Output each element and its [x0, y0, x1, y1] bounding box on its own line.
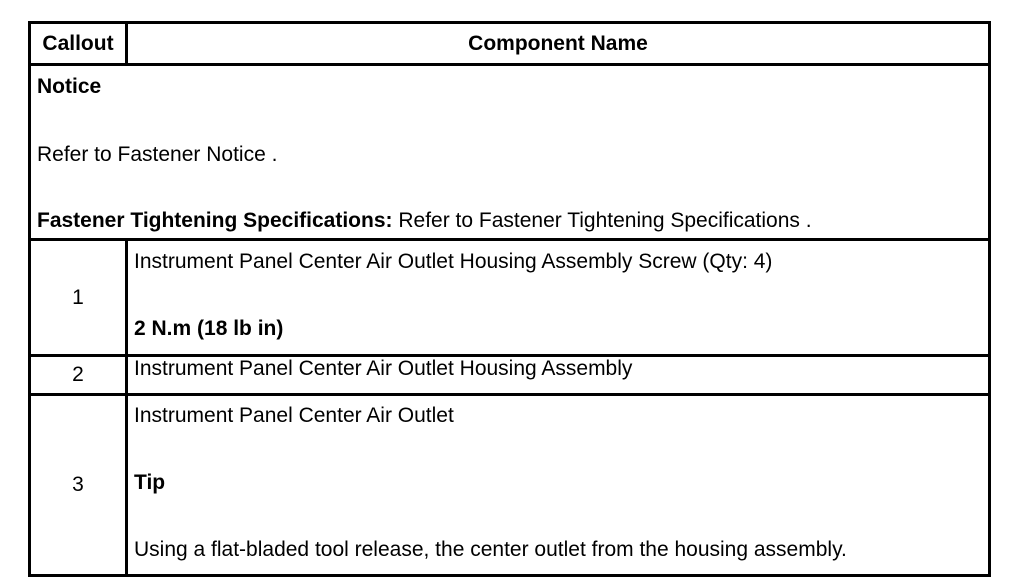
component-name — [127, 240, 990, 356]
header-row — [30, 23, 990, 65]
tip-text: Using a flat-bladed tool release, the center outlet from the housing assembly. — [134, 538, 847, 561]
fastener-spec-label: Fastener Tightening Specifications: — [37, 209, 393, 232]
callout-number: 1 — [30, 240, 127, 356]
table-row — [30, 356, 990, 395]
callout-number: 3 — [30, 395, 127, 576]
component-name — [127, 395, 990, 576]
notice-cell — [30, 65, 990, 240]
notice-text: Refer to Fastener Notice . — [37, 143, 278, 166]
tip-label: Tip — [134, 471, 166, 494]
table-row — [30, 395, 990, 576]
component-name-text: Instrument Panel Center Air Outlet Housing Assembly Screw (Qty: 4) — [134, 250, 773, 273]
component-name-text: Instrument Panel Center Air Outlet — [134, 404, 454, 427]
notice-title: Notice — [37, 75, 102, 98]
component-name — [127, 356, 990, 395]
notice-row — [30, 65, 990, 240]
fastener-spec-line — [37, 209, 982, 233]
component-name-header: Component Name — [127, 23, 990, 65]
callout-header: Callout — [30, 23, 127, 65]
fastener-spec-text: Refer to Fastener Tightening Specifications . — [392, 209, 812, 232]
callout-number: 2 — [30, 356, 127, 395]
torque-spec: 2 N.m (18 lb in) — [134, 317, 284, 340]
component-table — [28, 21, 991, 577]
table-row — [30, 240, 990, 356]
component-name-text: Instrument Panel Center Air Outlet Housing Assembly — [134, 357, 633, 380]
